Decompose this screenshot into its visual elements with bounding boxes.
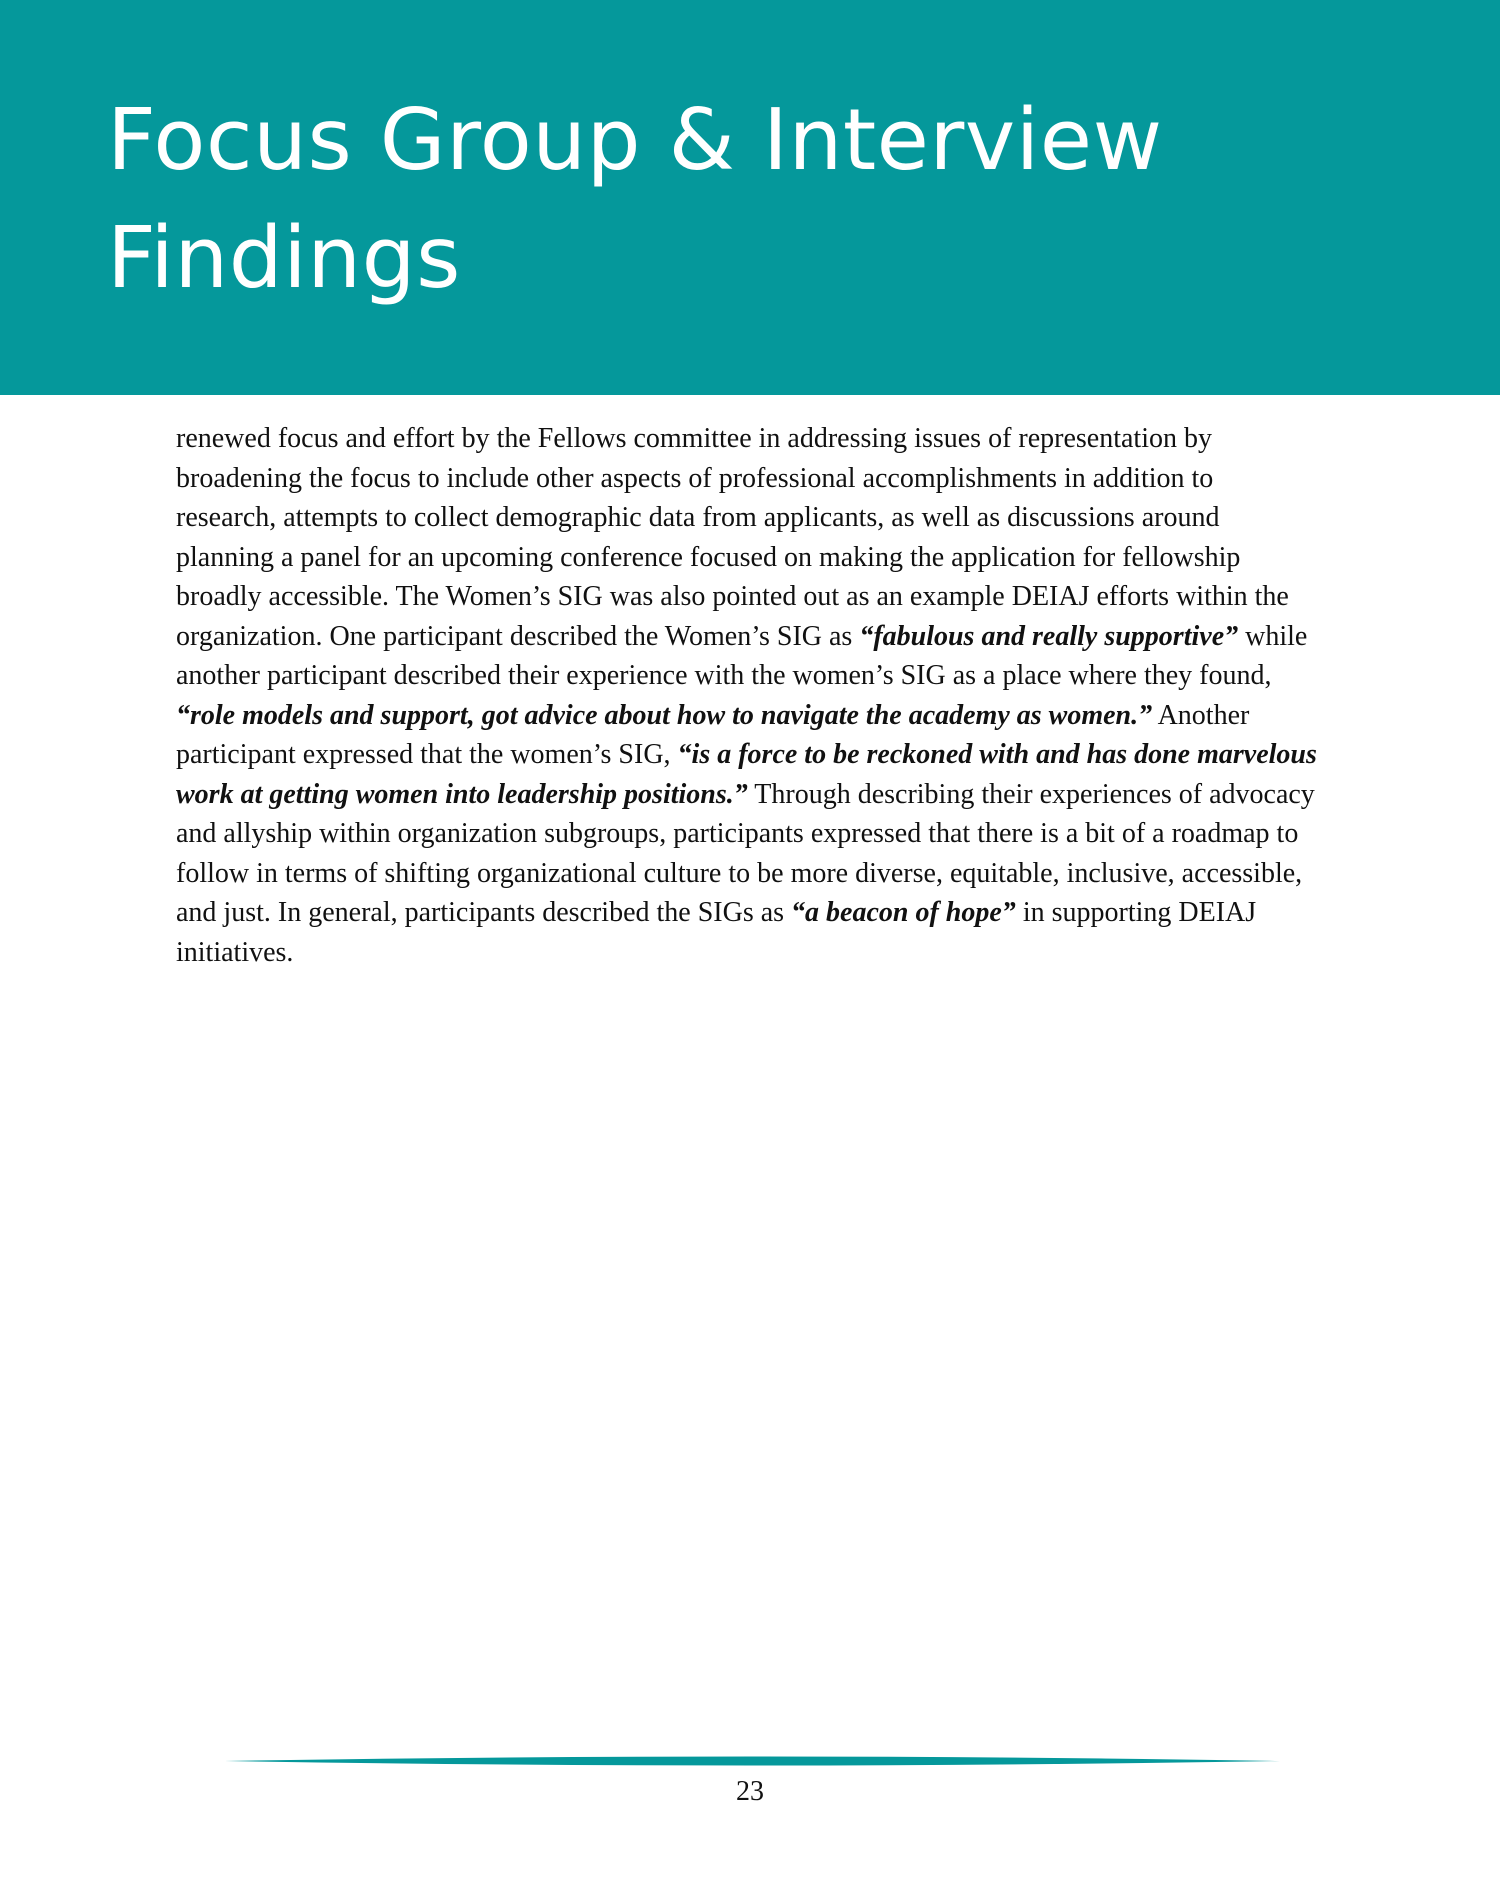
page-number: 23 [736,1776,764,1807]
page-title: Focus Group & Interview Findings [107,91,1163,308]
body-text-segment: renewed focus and effort by the Fellows committee in addressing issues of representation by broadening the focus to include other aspects of professional accomplishments in addition to research, attempts to collect demographic data from applicants, as well as discussions around planning a panel for an upcoming conference focused on making the application for fellowship broadly accessible. The Women’s SIG was also pointed out as an example DEIAJ efforts within the organization. One participant described the Women’s SIG as [176,423,1289,652]
body-text-segment: Another participant expressed that the women’s SIG, [176,699,1250,770]
quote-beacon: “a beacon of hope” [791,897,1016,928]
quote-fabulous: “fabulous and really supportive” [859,620,1239,652]
body-text-segment: in supporting DEIAJ initiatives. [176,897,1257,968]
quote-force: “is a force to be reckoned with and has done marvelous work at getting women into leadership positions.” [176,739,1317,810]
body-paragraph [176,419,1318,972]
header-band [0,0,1500,395]
body-text-segment: Through describing their experiences of advocacy and allyship within organization subgroups, participants expressed that there is a bit of a roadmap to follow in terms of shifting organizational culture to be more diverse, equitable, inclusive, accessible, and just. In general, participants described the SIGs as [176,778,1315,928]
quote-role-models: “role models and support, got advice about how to navigate the academy as women.” [176,699,1153,731]
footer-divider [225,1753,1280,1769]
body-text-segment: while another participant described their experience with the women’s SIG as a place where they found, [176,620,1308,691]
